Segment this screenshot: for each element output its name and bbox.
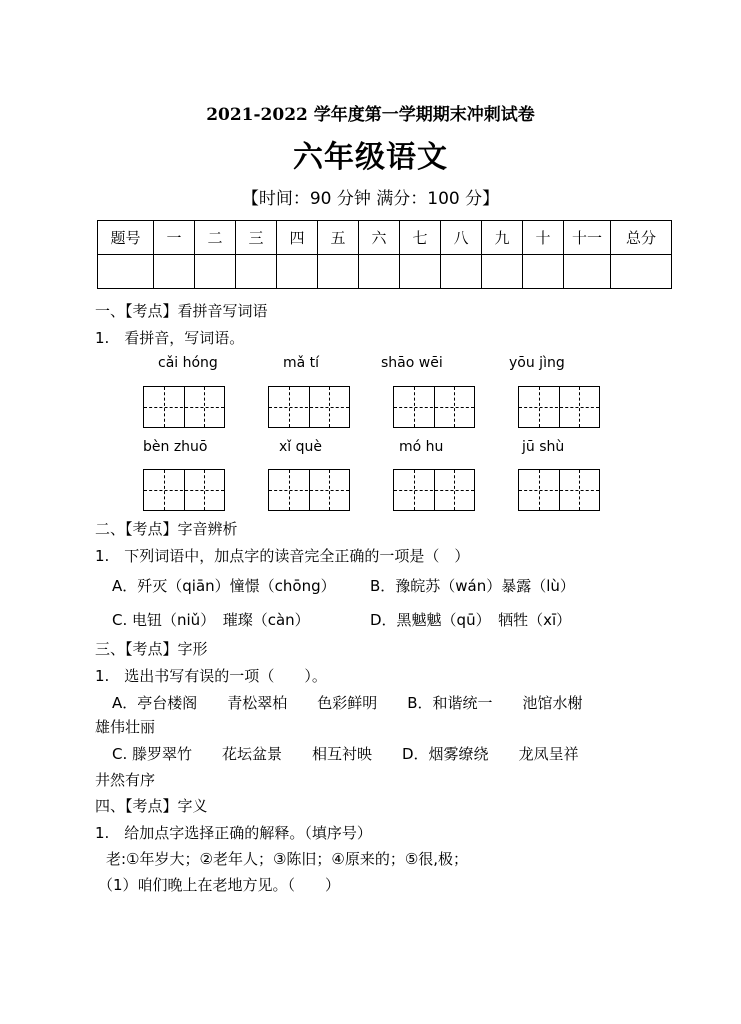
definition-list: 老:①年岁大；②老年人；③陈旧；④原来的；⑤很,极； — [106, 850, 469, 868]
section-heading: 四、【考点】字义 — [95, 797, 208, 815]
option-d: D．黑魆魆（qū） 牺牲（xī） — [370, 611, 572, 629]
table-header-cell: 七 — [400, 221, 441, 255]
writing-grid[interactable] — [518, 469, 600, 511]
score-cell[interactable] — [611, 255, 672, 289]
question-text: 1. 下列词语中，加点字的读音完全正确的一项是（ ） — [95, 547, 470, 565]
score-cell[interactable] — [154, 255, 195, 289]
exam-info: 【时间：90 分钟 满分：100 分】 — [241, 189, 500, 209]
writing-grid[interactable] — [143, 469, 225, 511]
table-header-cell: 十一 — [564, 221, 611, 255]
writing-grid[interactable] — [143, 386, 225, 428]
score-cell[interactable] — [564, 255, 611, 289]
score-table-header-row — [98, 221, 672, 255]
pinyin-label: mó hu — [399, 439, 444, 455]
option-a: A．歼灭（qiān）憧憬（chōng） — [112, 577, 336, 595]
table-header-cell: 六 — [359, 221, 400, 255]
score-cell[interactable] — [482, 255, 523, 289]
score-cell[interactable] — [400, 255, 441, 289]
table-header-cell: 二 — [195, 221, 236, 255]
writing-grid[interactable] — [393, 469, 475, 511]
sub-question: （1）咱们晚上在老地方见。（ ） — [98, 876, 341, 894]
pinyin-label: bèn zhuō — [143, 439, 208, 455]
option-line-continued: 井然有序 — [95, 771, 156, 789]
table-header-cell: 三 — [236, 221, 277, 255]
writing-grid[interactable] — [393, 386, 475, 428]
pinyin-label: xǐ què — [279, 439, 322, 455]
table-header-cell: 四 — [277, 221, 318, 255]
table-header-cell: 八 — [441, 221, 482, 255]
score-cell[interactable] — [318, 255, 359, 289]
option-line: A．亭台楼阁 青松翠柏 色彩鲜明 B．和谐统一 池馆水榭 — [112, 694, 583, 712]
score-cell[interactable] — [195, 255, 236, 289]
table-header-cell: 题号 — [98, 221, 154, 255]
writing-grid[interactable] — [268, 386, 350, 428]
score-cell[interactable] — [523, 255, 564, 289]
pinyin-label: shāo wēi — [381, 355, 443, 371]
exam-subtitle: 2021-2022 学年度第一学期期末冲刺试卷 — [206, 105, 535, 125]
pinyin-label: jū shù — [522, 439, 565, 455]
score-table — [97, 220, 672, 289]
pinyin-label: cǎi hóng — [158, 355, 218, 371]
score-table-score-row — [98, 255, 672, 289]
option-line: C. 滕罗翠竹 花坛盆景 相互衬映 D．烟雾缭绕 龙凤呈祥 — [112, 745, 579, 763]
table-header-cell: 五 — [318, 221, 359, 255]
score-cell[interactable] — [359, 255, 400, 289]
option-b: B．豫皖苏（wán）暴露（lù） — [370, 577, 575, 595]
score-cell[interactable] — [441, 255, 482, 289]
writing-grid[interactable] — [518, 386, 600, 428]
score-cell[interactable] — [277, 255, 318, 289]
question-text: 1. 给加点字选择正确的解释。（填序号） — [95, 824, 372, 842]
option-c: C. 电钮（niǔ） 璀璨（càn） — [112, 611, 310, 629]
question-text: 1. 选出书写有误的一项（ ）。 — [95, 667, 327, 685]
pinyin-label: yōu jìng — [509, 355, 565, 371]
score-cell[interactable] — [236, 255, 277, 289]
table-header-cell: 总分 — [611, 221, 672, 255]
question-text: 1. 看拼音，写词语。 — [95, 329, 245, 347]
section-heading: 二、【考点】字音辨析 — [95, 520, 238, 538]
section-heading: 一、【考点】看拼音写词语 — [95, 302, 268, 320]
writing-grid[interactable] — [268, 469, 350, 511]
section-heading: 三、【考点】字形 — [95, 640, 208, 658]
table-header-cell: 九 — [482, 221, 523, 255]
pinyin-label: mǎ tí — [283, 355, 320, 371]
table-header-cell: 十 — [523, 221, 564, 255]
option-line-continued: 雄伟壮丽 — [95, 718, 156, 736]
table-header-cell: 一 — [154, 221, 195, 255]
exam-title: 六年级语文 — [293, 140, 448, 175]
score-cell[interactable] — [98, 255, 154, 289]
